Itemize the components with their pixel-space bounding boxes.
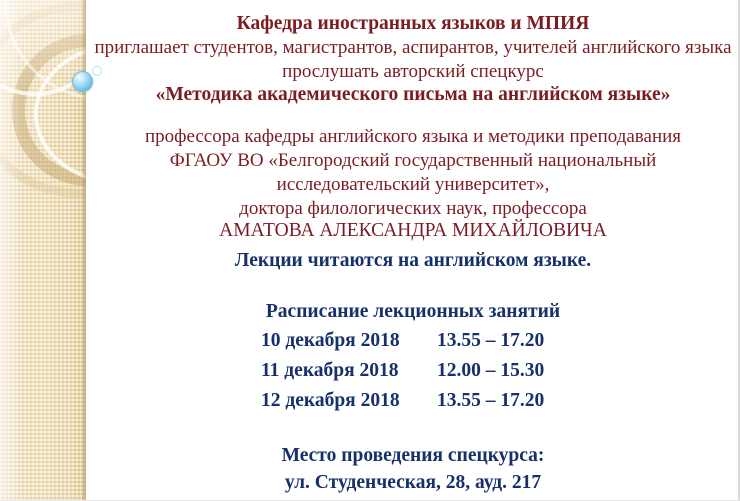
schedule-row — [86, 361, 740, 381]
schedule-time: 12.00 – 15.30 — [437, 360, 545, 381]
lecturer-name: АМАТОВА АЛЕКСАНДРА МИХАЙЛОВИЧА — [219, 220, 607, 241]
venue-heading: Место проведения спецкурса: — [281, 445, 545, 466]
action-line: прослушать авторский спецкурс — [282, 61, 544, 82]
schedule-row — [86, 331, 740, 351]
schedule-date: 11 декабря 2018 — [261, 360, 399, 381]
schedule-date: 10 декабря 2018 — [261, 330, 400, 351]
schedule-heading: Расписание лекционных занятий — [265, 301, 561, 322]
lecturer-line-1: профессора кафедры английского языка и методики преподавания — [144, 126, 682, 147]
lecturer-line-4: доктора филологических наук, профессора — [239, 198, 587, 219]
lecturer-line-3: исследовательский университет», — [276, 174, 550, 195]
schedule-date: 12 декабря 2018 — [261, 390, 400, 411]
venue-address: ул. Студенческая, 28, ауд. 217 — [284, 472, 542, 493]
language-note: Лекции читаются на английском языке. — [234, 250, 592, 271]
invitation-line: приглашает студентов, магистрантов, аспирантов, учителей английского языка — [94, 37, 732, 58]
schedule-row — [86, 391, 740, 411]
course-title: «Методика академического письма на английском языке» — [155, 84, 671, 105]
slide-content — [86, 0, 740, 501]
schedule-time: 13.55 – 17.20 — [437, 330, 545, 351]
schedule-time: 13.55 – 17.20 — [437, 390, 545, 411]
department-title: Кафедра иностранных языков и МПИЯ — [236, 13, 590, 34]
lecturer-line-2: ФГАОУ ВО «Белгородский государственный национальный — [169, 150, 657, 171]
